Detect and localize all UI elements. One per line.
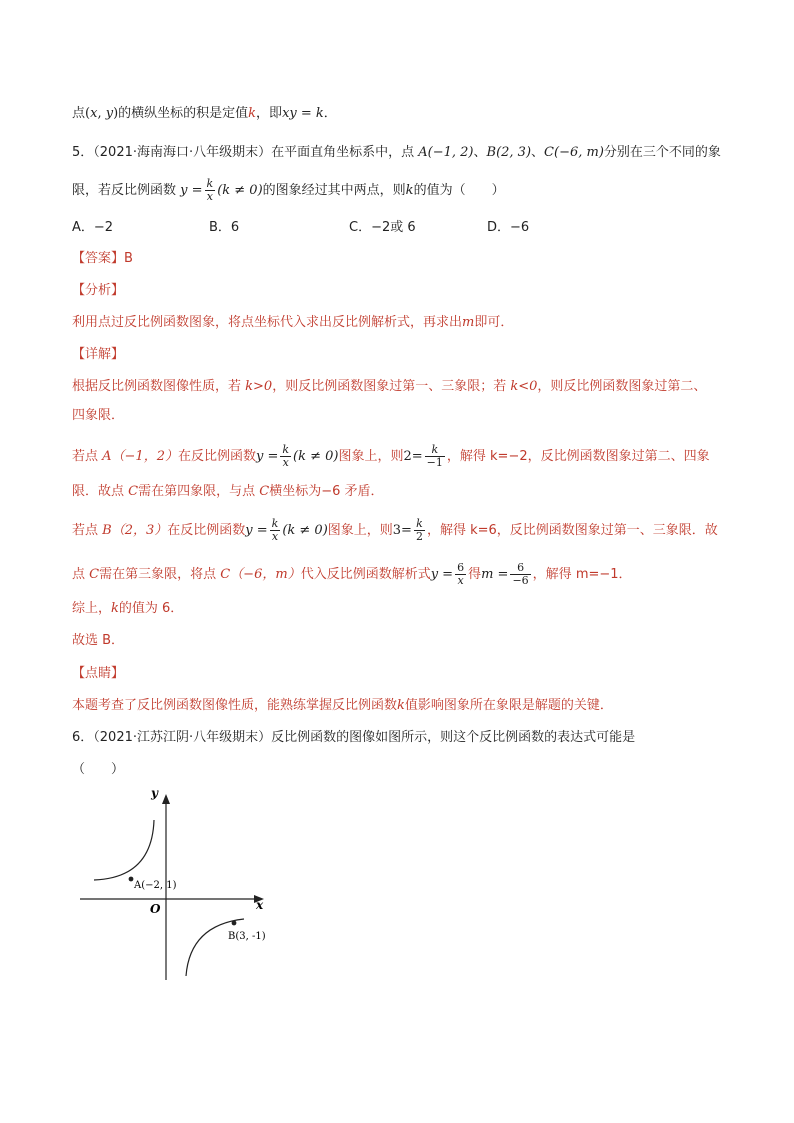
y-axis-label: y: [151, 786, 158, 800]
q6-paren: （ ）: [72, 762, 125, 777]
k-condition: (k ≠ 0): [282, 523, 328, 538]
text-segment: ，解得: [446, 449, 491, 464]
detail-p2-cont: [72, 482, 383, 502]
text-segment: 的横纵坐标的积是定值: [118, 106, 249, 121]
text-segment: 本题考查了反比例函数图像性质，能熟练掌握反比例函数: [72, 698, 398, 713]
analysis-label: 【分析】: [72, 283, 125, 298]
point-b-dot: [232, 921, 237, 926]
point-c: C(−6, m): [544, 145, 604, 160]
text-segment: 代入反比例函数解析式: [300, 567, 431, 582]
y-axis-arrow: [162, 794, 170, 804]
text-segment: ．: [618, 567, 632, 582]
answer-label: 【答案】: [72, 251, 125, 266]
formula-y: y =: [430, 567, 454, 582]
text-segment: 在反比例函数: [177, 449, 256, 464]
q5-line1: [72, 143, 721, 163]
q5-options: [72, 218, 672, 238]
text-segment: ，则反比例函数图象过第一、三象限；若: [272, 379, 511, 394]
k-symbol: k: [405, 183, 414, 198]
fraction-k-over-2: $\frac{k}{2}$: [415, 517, 423, 543]
text-segment: 需在第三象限，将点: [99, 567, 221, 582]
curve-quadrant-4: [186, 919, 244, 976]
k-symbol: k: [397, 698, 405, 713]
text-segment: 限．故点: [72, 484, 129, 499]
equation-3: 3=: [392, 523, 412, 538]
text-segment: ，解得: [426, 523, 471, 538]
k-condition: (k ≠ 0): [217, 183, 263, 198]
k-condition: (k ≠ 0): [293, 449, 339, 464]
option-d[interactable]: D．−6: [487, 220, 530, 235]
fraction-6-over-neg6: $\frac{6}{-6}$: [512, 561, 529, 587]
comment-label: 【点睛】: [72, 666, 125, 681]
fraction-k-over-x: $\frac{k}{x}$: [282, 443, 290, 469]
answer-value: B: [124, 251, 133, 266]
text-segment: ，反比例函数图象过第一、三象限．故: [496, 523, 718, 538]
equation-2: 2=: [403, 449, 423, 464]
text-segment: 图象上，则: [338, 449, 404, 464]
text-segment: ，解得: [532, 567, 576, 582]
detail-p3-cont: [72, 562, 632, 587]
option-c[interactable]: C．−2或 6: [349, 220, 416, 235]
text-segment: 利用点过反比例函数图象，将点坐标代入求出反比例解析式，再求出: [72, 315, 463, 330]
formula-m: m =: [481, 567, 509, 582]
k-value: k=−2: [490, 449, 528, 464]
text-segment: 得: [468, 567, 482, 582]
detail-p1-cont: 四象限．: [72, 408, 125, 423]
k-symbol: k: [111, 601, 119, 616]
text-segment: 在反比例函数: [167, 523, 246, 538]
m-symbol: m: [462, 315, 475, 330]
fraction-k-over-x: $\frac{k}{x}$: [206, 177, 214, 203]
point-xy: (x, y): [85, 106, 119, 121]
x-axis-label: x: [256, 898, 264, 912]
k-value: k=6: [470, 523, 497, 538]
point-a: A(−1, 2): [418, 145, 474, 160]
detail-p5: 故选 B．: [72, 633, 125, 648]
formula-y: y =: [180, 183, 203, 198]
separator: 、: [473, 145, 487, 160]
text-segment: ，即: [256, 106, 283, 121]
point-c: C: [259, 484, 270, 499]
option-b[interactable]: B．6: [209, 220, 240, 235]
text-segment: 需在第四象限，与点: [138, 484, 260, 499]
comment-text: [72, 696, 613, 716]
fraction-6-over-x: $\frac{6}{x}$: [457, 561, 465, 587]
point-a: A（−1，2）: [102, 449, 178, 464]
detail-p2: [72, 444, 710, 469]
m-value: m=−1: [575, 567, 619, 582]
text-segment: 值影响图象所在象限是解题的关键．: [404, 698, 613, 713]
text-segment: 的值为 6．: [118, 601, 184, 616]
text-segment: ，则反比例函数图象过第二、: [537, 379, 707, 394]
q5-suffix: 分别在三个不同的象: [603, 145, 721, 160]
intro-line: [72, 104, 337, 124]
formula-y: y =: [245, 523, 268, 538]
k-positive: k>0: [245, 379, 273, 394]
text-segment: 综上，: [72, 601, 112, 616]
k-symbol: k: [248, 106, 257, 121]
separator: 、: [531, 145, 545, 160]
point-c: C（−6，m）: [220, 567, 301, 582]
curve-quadrant-2: [94, 820, 154, 880]
text-segment: 的值为（ ）: [413, 183, 505, 198]
origin-label: O: [150, 902, 161, 916]
text-segment: 图象上，则: [327, 523, 393, 538]
text-segment: ．: [323, 106, 337, 121]
point-b: B（2，3）: [102, 523, 168, 538]
point-a-dot: [129, 877, 134, 882]
point-c: C: [89, 567, 100, 582]
fraction-k-over-x: $\frac{k}{x}$: [271, 517, 279, 543]
q5-line2: [72, 178, 505, 203]
detail-p1: [72, 377, 706, 397]
answer-line: [72, 249, 133, 269]
detail-p4: [72, 599, 183, 619]
text-segment: 若点: [72, 449, 103, 464]
q5-prefix: 5．（2021·海南海口·八年级期末）在平面直角坐标系中，点: [72, 145, 415, 160]
point-b-label: B(3, -1): [228, 931, 266, 942]
text-segment: 若点: [72, 523, 103, 538]
fraction-k-over-neg1: $\frac{k}{-1}$: [426, 443, 443, 469]
text-segment: 的图象经过其中两点，则: [262, 183, 406, 198]
point-c: C: [128, 484, 139, 499]
text-segment: 点: [72, 567, 90, 582]
k-negative: k<0: [510, 379, 538, 394]
text-segment: ，反比例函数图象过第二、四象: [527, 449, 710, 464]
xy-formula: xy = k: [282, 106, 324, 121]
formula-y: y =: [255, 449, 279, 464]
text-segment: 即可．: [474, 315, 514, 330]
text-segment: 点: [72, 106, 86, 121]
analysis-text: [72, 313, 513, 333]
hyperbola-graph: [70, 780, 290, 990]
point-a-label: A(−2, 1): [134, 880, 177, 891]
text-segment: 限，若反比例函数: [72, 183, 177, 198]
text-segment: 根据反比例函数图像性质，若: [72, 379, 246, 394]
point-b: B(2, 3): [486, 145, 532, 160]
q6-text: 6．（2021·江苏江阴·八年级期末）反比例函数的图像如图所示，则这个反比例函数的表达式可能是: [72, 730, 636, 745]
detail-p3: [72, 518, 718, 543]
text-segment: 横坐标为−6 矛盾．: [269, 484, 384, 499]
option-a[interactable]: A．−2: [72, 220, 114, 235]
detail-label: 【详解】: [72, 347, 125, 362]
